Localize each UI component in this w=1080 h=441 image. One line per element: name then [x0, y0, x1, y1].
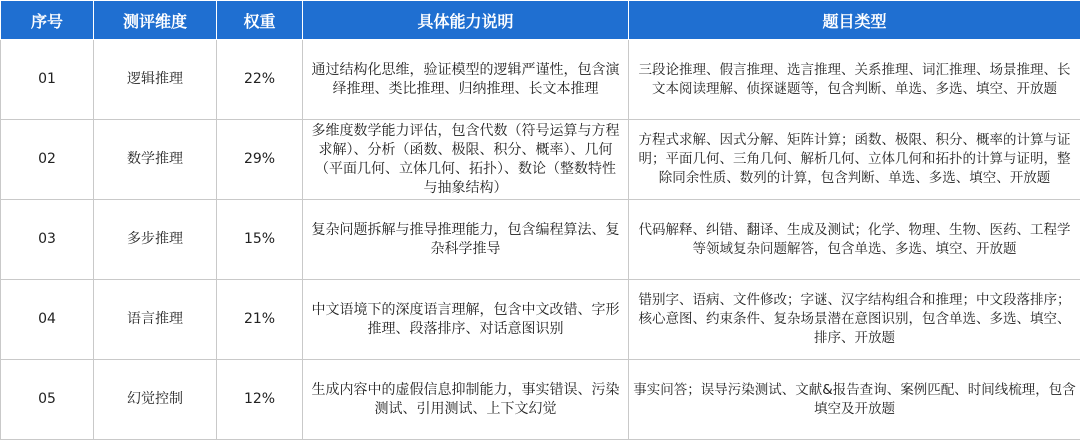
cell-id: 05 [1, 360, 94, 440]
cell-dimension: 语言推理 [94, 280, 217, 360]
cell-id: 03 [1, 200, 94, 280]
cell-ability: 生成内容中的虚假信息抑制能力，事实错误、污染测试、引用测试、上下文幻觉 [303, 360, 629, 440]
cell-ability: 多维度数学能力评估，包含代数（符号运算与方程求解）、分析（函数、极限、积分、概率）、几何（平面几何、立体几何、拓扑）、数论（整数特性与抽象结构） [303, 120, 629, 200]
cell-id: 02 [1, 120, 94, 200]
header-dimension: 测评维度 [94, 1, 217, 40]
cell-weight: 15% [217, 200, 303, 280]
cell-ability: 通过结构化思维，验证模型的逻辑严谨性，包含演绎推理、类比推理、归纳推理、长文本推理 [303, 40, 629, 120]
cell-dimension: 逻辑推理 [94, 40, 217, 120]
cell-id: 01 [1, 40, 94, 120]
table-row [1, 40, 1080, 120]
cell-question-types: 事实问答；误导污染测试、文献&报告查询、案例匹配、时间线梳理，包含填空及开放题 [629, 360, 1080, 440]
cell-dimension: 数学推理 [94, 120, 217, 200]
header-weight: 权重 [217, 1, 303, 40]
header-ability: 具体能力说明 [303, 1, 629, 40]
cell-question-types: 三段论推理、假言推理、选言推理、关系推理、词汇推理、场景推理、长文本阅读理解、侦探谜题等，包含判断、单选、多选、填空、开放题 [629, 40, 1080, 120]
cell-question-types: 代码解释、纠错、翻译、生成及测试；化学、物理、生物、医药、工程学等领域复杂问题解答，包含单选、多选、填空、开放题 [629, 200, 1080, 280]
header-id: 序号 [1, 1, 94, 40]
cell-ability: 复杂问题拆解与推导推理能力，包含编程算法、复杂科学推导 [303, 200, 629, 280]
cell-id: 04 [1, 280, 94, 360]
table-row [1, 360, 1080, 440]
cell-dimension: 多步推理 [94, 200, 217, 280]
header-row [1, 1, 1080, 40]
cell-weight: 21% [217, 280, 303, 360]
table-row [1, 280, 1080, 360]
table-row [1, 120, 1080, 200]
cell-dimension: 幻觉控制 [94, 360, 217, 440]
cell-ability: 中文语境下的深度语言理解，包含中文改错、字形推理、段落排序、对话意图识别 [303, 280, 629, 360]
cell-weight: 12% [217, 360, 303, 440]
table-row [1, 200, 1080, 280]
cell-question-types: 错别字、语病、文件修改；字谜、汉字结构组合和推理；中文段落排序；核心意图、约束条件、复杂场景潜在意图识别，包含单选、多选、填空、排序、开放题 [629, 280, 1080, 360]
header-question-types: 题目类型 [629, 1, 1080, 40]
cell-question-types: 方程式求解、因式分解、矩阵计算；函数、极限、积分、概率的计算与证明；平面几何、三角几何、解析几何、立体几何和拓扑的计算与证明，整除同余性质、数列的计算，包含判断、单选、多选、填空、开放题 [629, 120, 1080, 200]
cell-weight: 29% [217, 120, 303, 200]
cell-weight: 22% [217, 40, 303, 120]
